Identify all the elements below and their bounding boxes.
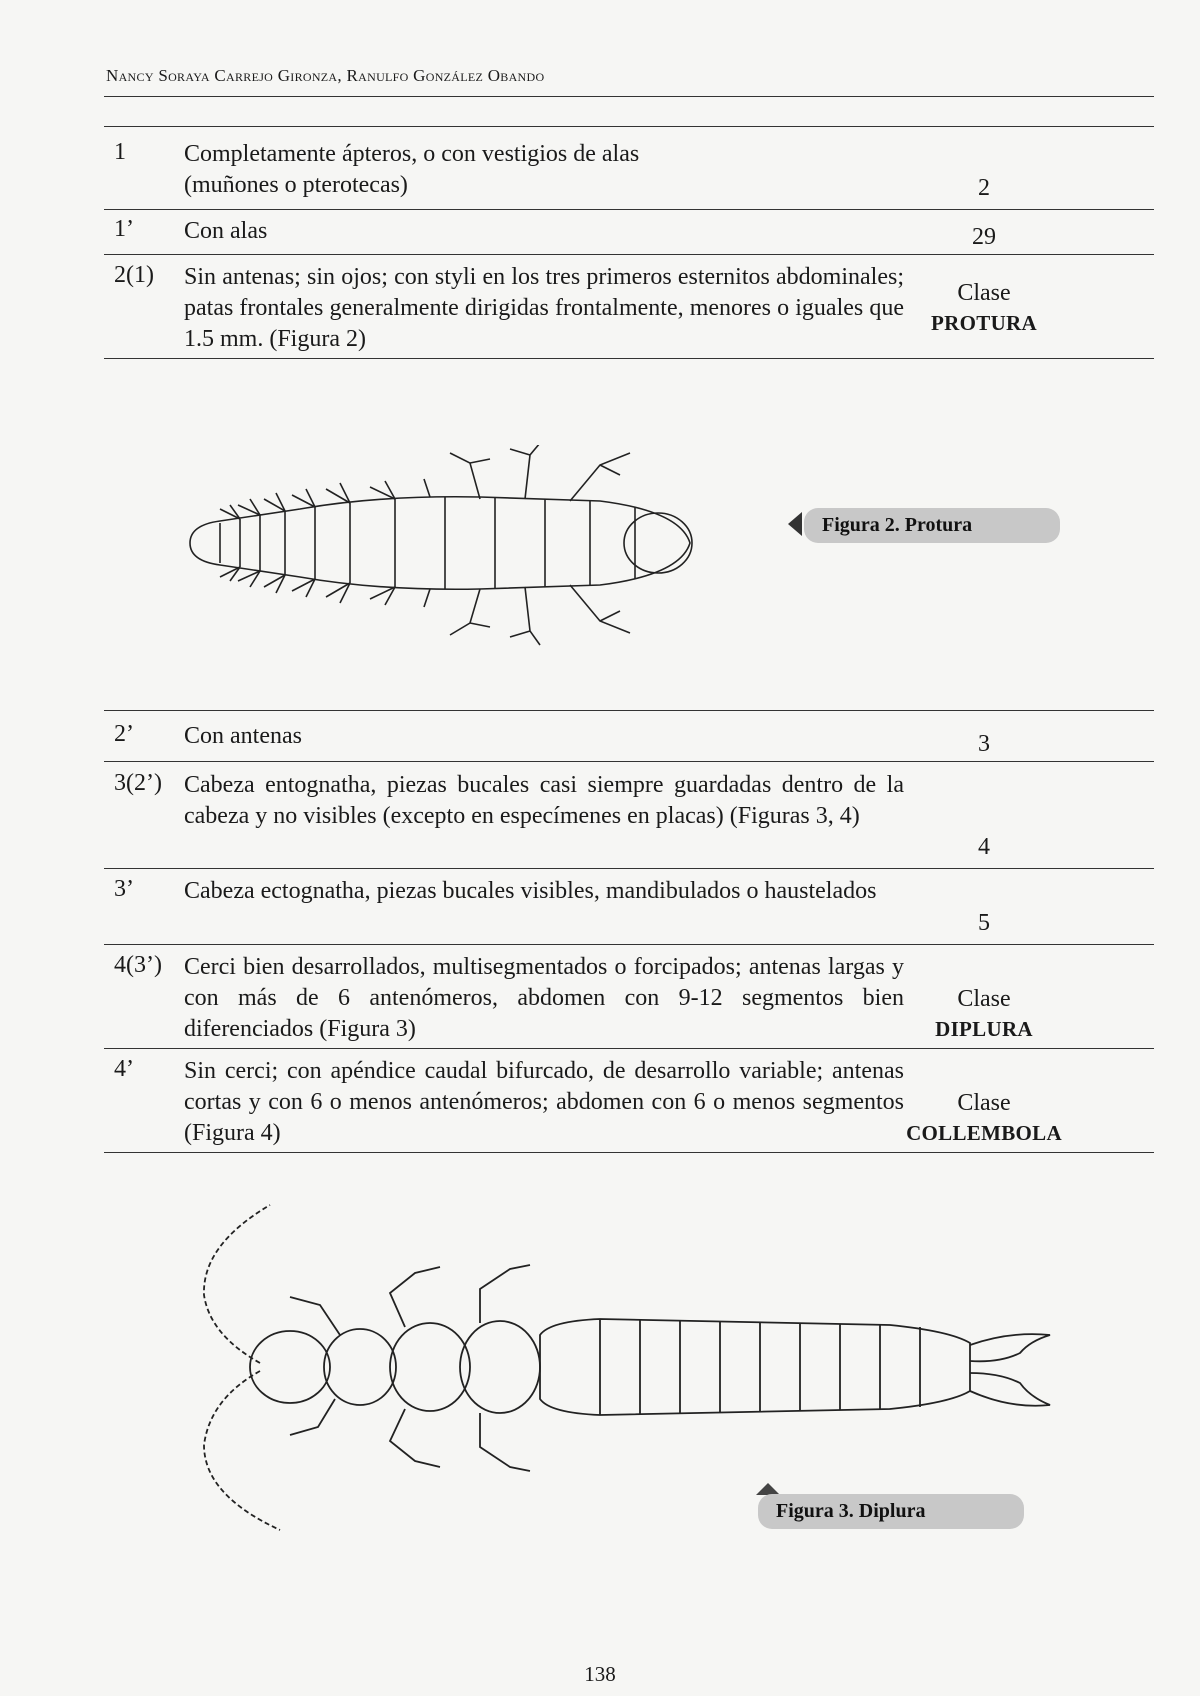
key-row: [104, 208, 1154, 255]
key-result: 2: [978, 175, 990, 201]
page-number: 138: [584, 1662, 616, 1686]
key-text: Con antenas: [184, 723, 302, 749]
key-result: 3: [978, 731, 990, 757]
result-class: Clase: [957, 986, 1011, 1012]
result-class: Clase: [957, 280, 1011, 306]
key-row: [104, 944, 1154, 1049]
key-result: [904, 1088, 1064, 1148]
key-number: 3’: [114, 876, 134, 902]
key-text: Sin antenas; sin ojos; con styli en los tres primeros esternitos abdominales; patas frontales generalmente dirigidas frontalmente, menores o iguales que 1.5 mm. (Figura 2): [184, 264, 904, 352]
key-number: 1’: [114, 216, 134, 242]
header-rule: [104, 96, 1154, 97]
figure-title: Protura: [904, 514, 973, 536]
result-taxon: COLLEMBOLA: [906, 1121, 1062, 1145]
key-row: [104, 254, 1154, 359]
key-row: [104, 126, 1154, 210]
diplura-illustration: [190, 1185, 1070, 1535]
figure-label: Figura 3.: [776, 1500, 854, 1522]
key-number: 3(2’): [114, 770, 162, 796]
key-text: Cerci bien desarrollados, multisegmentados o forcipados; antenas largas y con más de 6 antenómeros, abdomen con 9-12 segmentos bien diferenciados (Figura 3): [184, 954, 904, 1042]
key-result: 29: [972, 224, 996, 250]
key-number: 2(1): [114, 262, 154, 288]
result-class: Clase: [957, 1090, 1011, 1116]
key-text: Sin cerci; con apéndice caudal bifurcado, de desarrollo variable; antenas cortas y con 6 o menos antenómeros; abdomen con 6 o menos segmentos (Figura 4): [184, 1058, 904, 1146]
key-number: 2’: [114, 721, 134, 747]
protura-illustration: [180, 445, 740, 665]
figure-title: Diplura: [858, 1500, 926, 1522]
key-number: 4’: [114, 1056, 134, 1082]
figure-label: Figura 2.: [822, 514, 900, 536]
key-row: [104, 710, 1154, 762]
figure-2-caption: [804, 508, 1060, 543]
result-taxon: DIPLURA: [935, 1017, 1033, 1041]
key-text: Completamente ápteros, o con vestigios de alas (muñones o pterotecas): [184, 141, 640, 198]
result-taxon: PROTURA: [931, 311, 1037, 335]
running-head: Nancy Soraya Carrejo Gironza, Ranulfo González Obando: [106, 66, 545, 85]
key-result: [904, 278, 1064, 338]
key-text: Cabeza entognatha, piezas bucales casi siempre guardadas dentro de la cabeza y no visibles (excepto en especímenes en placas) (Figuras 3, 4): [184, 772, 904, 829]
key-row: [104, 1048, 1154, 1153]
figure-3-caption: [758, 1494, 1024, 1529]
key-number: 1: [114, 139, 126, 165]
key-row: [104, 760, 1154, 869]
key-row: [104, 868, 1154, 945]
key-result: 5: [978, 910, 990, 936]
key-result: [904, 984, 1064, 1044]
caption-arrow-icon: [788, 512, 802, 536]
key-number: 4(3’): [114, 952, 162, 978]
key-text: Con alas: [184, 218, 268, 244]
key-text: Cabeza ectognatha, piezas bucales visibles, mandibulados o haustelados: [184, 878, 877, 904]
key-result: 4: [978, 834, 990, 860]
